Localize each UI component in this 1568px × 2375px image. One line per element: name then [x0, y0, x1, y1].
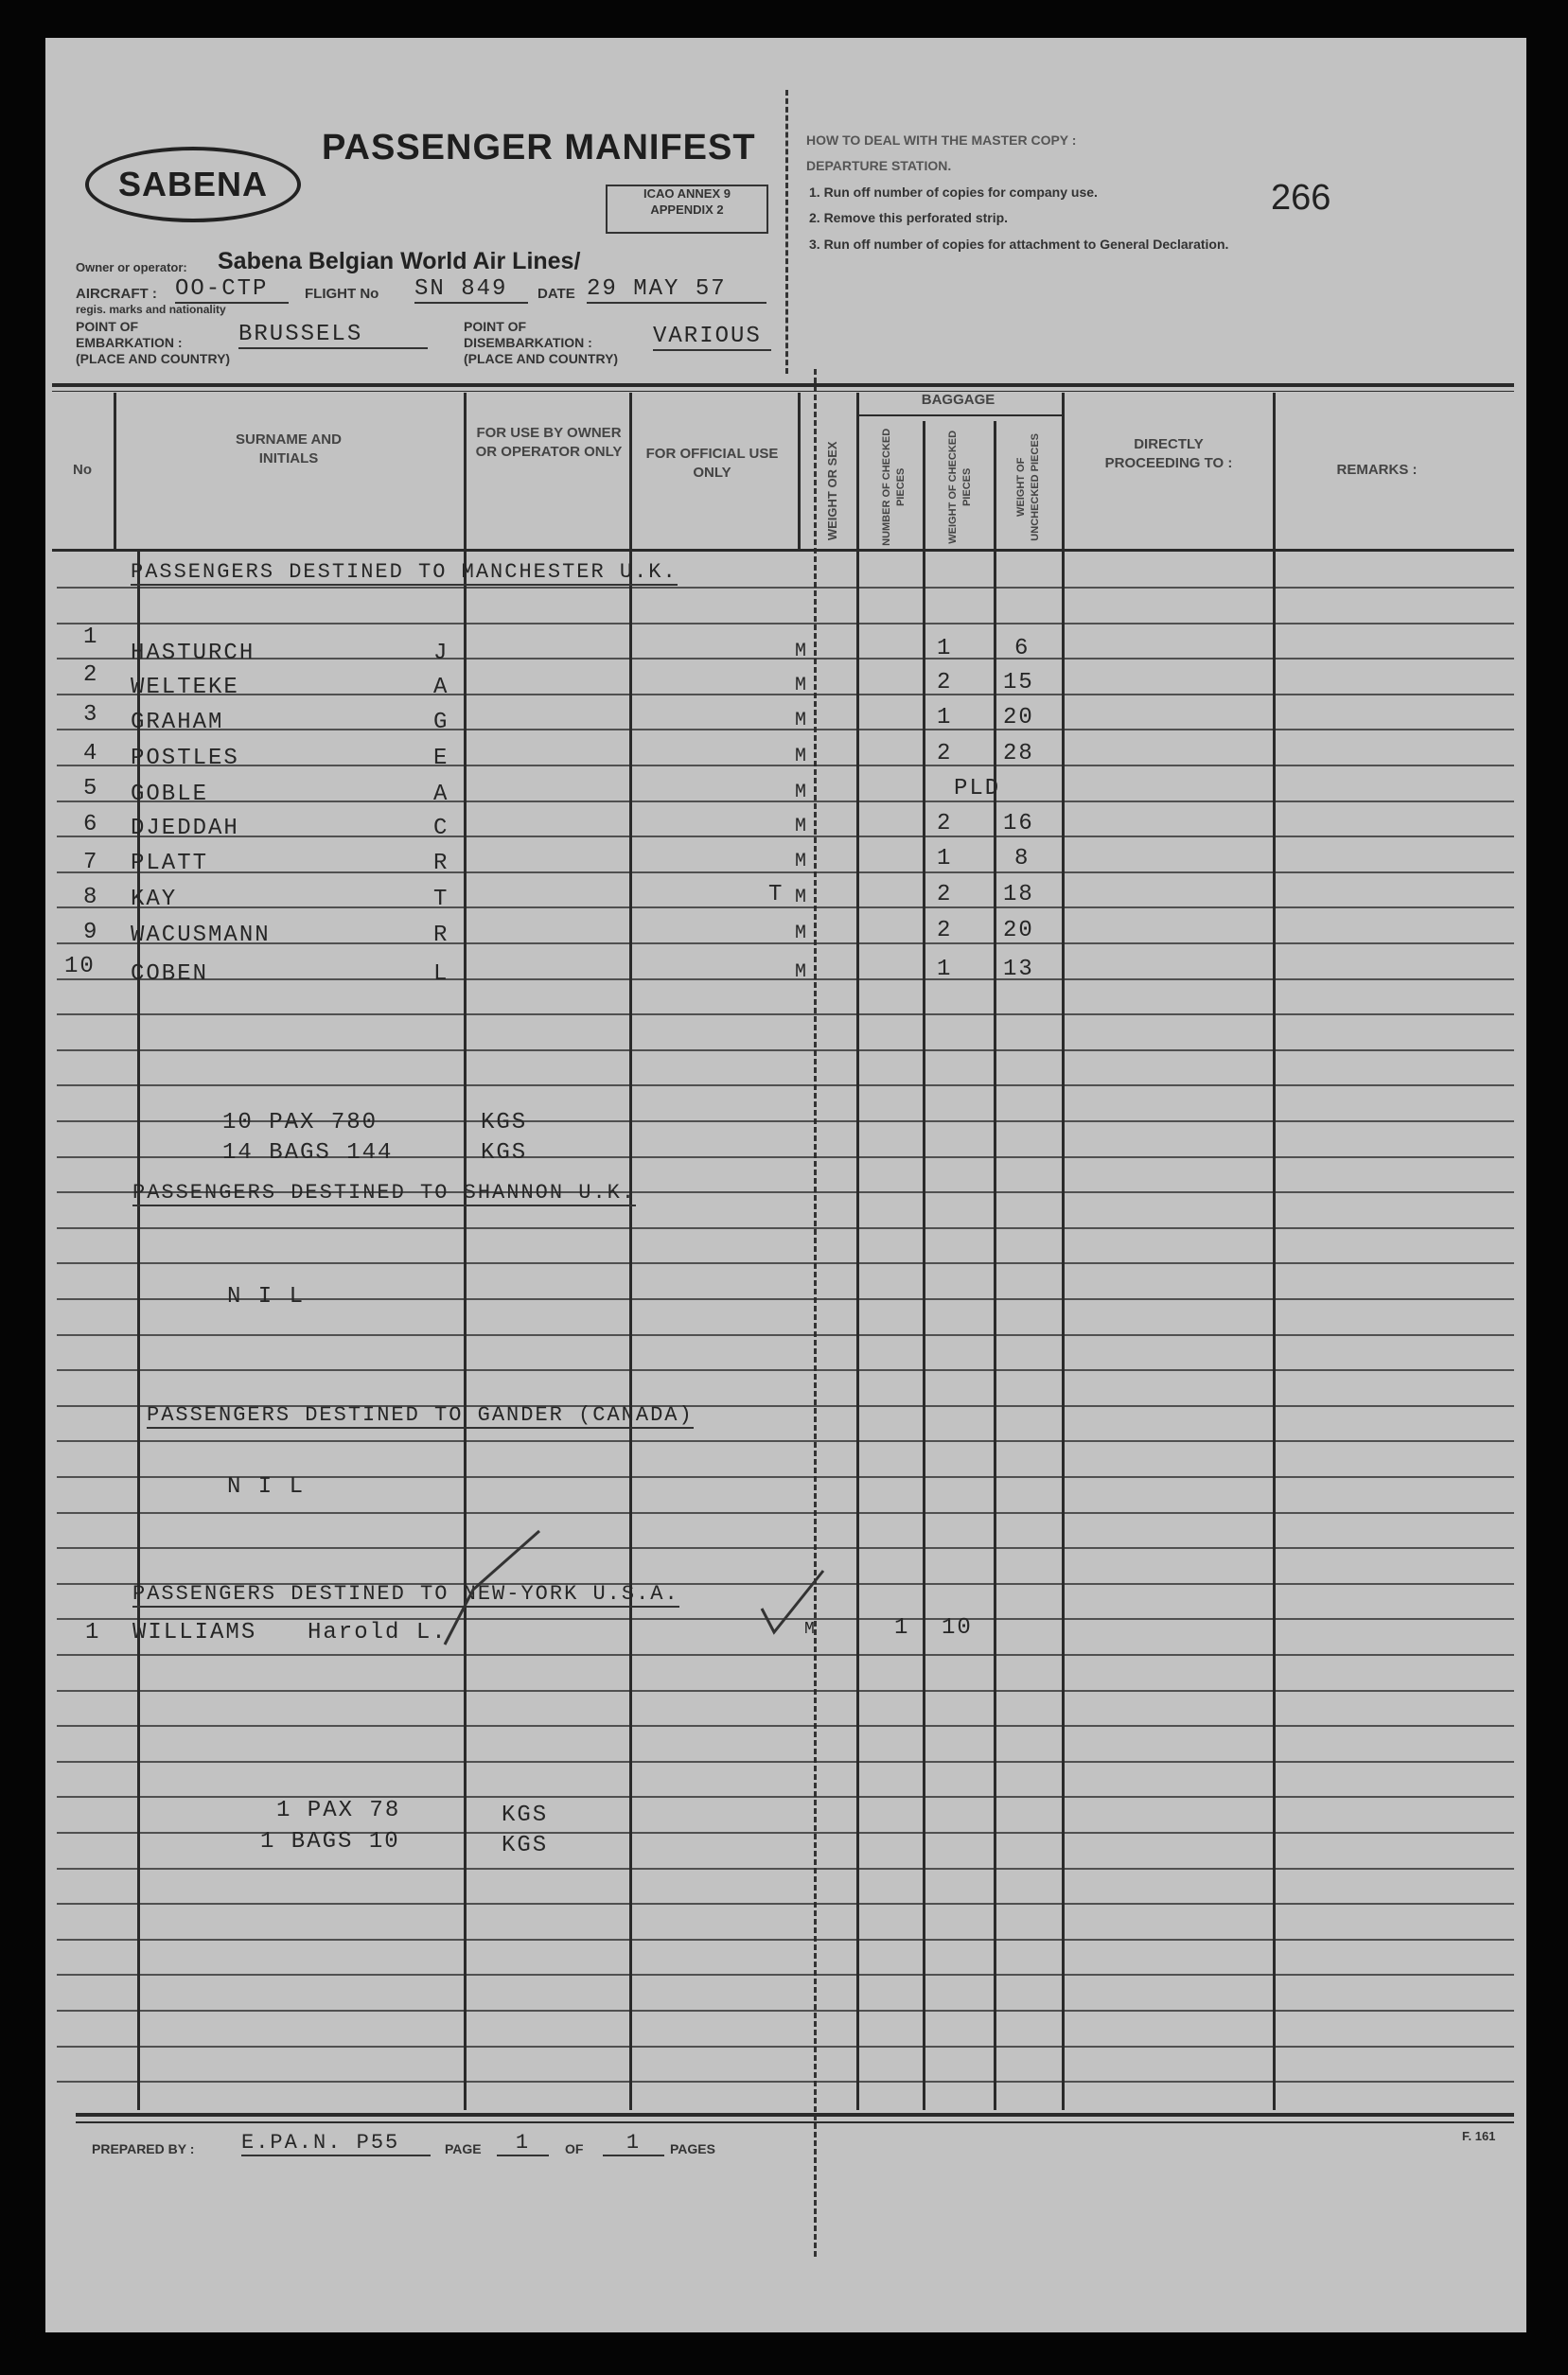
disembark-label-1: POINT OF: [464, 319, 527, 334]
col-weight-checked: WEIGHT OF CHECKED PIECES: [947, 430, 973, 544]
col-directly: DIRECTLY PROCEEDING TO :: [1104, 436, 1233, 472]
ruled-line: [57, 1227, 1514, 1229]
ruled-line: [57, 1013, 1514, 1015]
owner-value: Sabena Belgian World Air Lines/: [218, 248, 581, 274]
row-surname: HASTURCH: [131, 641, 255, 666]
row-pieces: 1: [894, 1615, 910, 1641]
col-line-directly: [1273, 393, 1276, 2110]
ruled-line: [57, 978, 1514, 980]
row-pieces: 2: [937, 811, 953, 836]
ruled-line: [57, 2046, 1514, 2048]
row-no: 9: [83, 920, 99, 945]
col-surname: SURNAME AND INITIALS: [236, 431, 342, 467]
row-pieces: 1: [937, 957, 953, 982]
row-surname: WELTEKE: [131, 675, 239, 700]
handwritten-check-mark: [435, 1523, 549, 1656]
row-sex: M: [795, 923, 809, 944]
official-use-mark: T: [768, 882, 784, 907]
row-no: 10: [64, 954, 96, 979]
row-pieces: 1: [937, 705, 953, 730]
instructions-line-3: 1. Run off number of copies for company use.: [809, 185, 1098, 200]
row-no: 6: [83, 812, 99, 837]
embark-sub: (PLACE AND COUNTRY): [76, 351, 231, 366]
icao-stamp: [606, 185, 768, 234]
check-mark-icon: [757, 1566, 833, 1642]
ruled-line: [57, 694, 1514, 695]
row-no: 4: [83, 741, 99, 766]
ruled-line: [57, 1512, 1514, 1514]
row-pieces: 2: [937, 882, 953, 907]
embark-label-1: POINT OF: [76, 319, 139, 334]
flight-label: FLIGHT No: [305, 286, 379, 302]
ruled-line: [57, 2081, 1514, 2083]
ruled-line: [57, 942, 1514, 944]
row-sex: M: [795, 851, 809, 872]
col-line-unchecked: [1062, 393, 1065, 2110]
row-surname: GRAHAM: [131, 710, 224, 735]
ruled-line: [57, 729, 1514, 730]
ruled-line: [57, 1725, 1514, 1727]
ruled-line: [57, 836, 1514, 837]
aircraft-sub: regis. marks and nationality: [76, 303, 226, 316]
ruled-line: [57, 1440, 1514, 1442]
row-initial: A: [433, 782, 449, 807]
ruled-line: [57, 1690, 1514, 1692]
newyork-total-pax-unit: KGS: [502, 1803, 549, 1828]
header-rule-top: [52, 383, 1514, 387]
ruled-line: [57, 1868, 1514, 1870]
section-heading-gander: PASSENGERS DESTINED TO GANDER (CANADA): [147, 1403, 694, 1427]
row-initial: T: [433, 887, 449, 912]
row-weight: 16: [1003, 811, 1034, 836]
footer-rule: [76, 2113, 1514, 2117]
date-label: DATE: [537, 286, 575, 302]
ruled-line: [57, 1939, 1514, 1941]
row-weight: 13: [1003, 957, 1034, 982]
row-initial: G: [433, 710, 449, 735]
ruled-line: [57, 623, 1514, 625]
col-line-weight-checked: [994, 421, 996, 2110]
ruled-line: [57, 1903, 1514, 1905]
row-initial: E: [433, 746, 449, 771]
footer-rule-thin: [76, 2121, 1514, 2123]
row-initial: J: [433, 641, 449, 666]
row-no: 7: [83, 850, 99, 875]
row-initial: R: [433, 923, 449, 948]
row-weight: 15: [1003, 670, 1034, 695]
row-no: 1: [85, 1620, 101, 1645]
disembark-label-2: DISEMBARKATION :: [464, 335, 592, 350]
manchester-total-bags: 14 BAGS 144: [222, 1140, 394, 1166]
row-weight: 18: [1003, 882, 1034, 907]
row-pieces: PLD: [954, 776, 1001, 801]
ruled-line: [57, 1547, 1514, 1549]
row-weight: 20: [1003, 705, 1034, 730]
section-heading-shannon: PASSENGERS DESTINED TO SHANNON U.K.: [132, 1181, 637, 1205]
row-sex: M: [795, 710, 809, 731]
col-owner-use: FOR USE BY OWNER OR OPERATOR ONLY: [475, 425, 623, 461]
page-label: PAGE: [445, 2141, 482, 2156]
row-initial: A: [433, 675, 449, 700]
row-sex: M: [795, 675, 809, 696]
prepared-label: PREPARED BY :: [92, 2141, 195, 2156]
ruled-line: [57, 765, 1514, 766]
row-no: 3: [83, 702, 99, 728]
col-official-use: FOR OFFICIAL USE ONLY: [645, 446, 779, 482]
instructions-line-1: HOW TO DEAL WITH THE MASTER COPY :: [806, 132, 1077, 148]
pages-label: PAGES: [670, 2141, 715, 2156]
row-initial: Harold L.: [308, 1620, 448, 1645]
shannon-nil: N I L: [227, 1284, 306, 1310]
row-weight: 10: [942, 1615, 973, 1641]
ruled-line: [57, 2010, 1514, 2012]
section-heading-newyork: PASSENGERS DESTINED TO NEW-YORK U.S.A.: [132, 1582, 679, 1606]
col-remarks: REMARKS :: [1336, 462, 1418, 478]
row-initial: R: [433, 851, 449, 876]
row-surname: WACUSMANN: [131, 923, 271, 948]
newyork-total-bags: 1 BAGS 10: [260, 1829, 400, 1855]
row-sex: M: [804, 1620, 817, 1639]
manchester-total-pax-unit: KGS: [481, 1110, 528, 1135]
newyork-total-bags-unit: KGS: [502, 1833, 549, 1858]
row-initial: C: [433, 816, 449, 841]
stamp-line-2: APPENDIX 2: [650, 202, 724, 217]
col-line-surname: [464, 393, 467, 2110]
embark-label-2: EMBARKATION :: [76, 335, 183, 350]
row-surname: KAY: [131, 887, 178, 912]
row-sex: M: [795, 641, 809, 662]
col-weight-sex: WEIGHT OR SEX: [825, 441, 840, 541]
sabena-logo: SABENA: [85, 147, 301, 222]
row-weight: 8: [1014, 846, 1031, 871]
header-rule-bottom: [52, 549, 1514, 552]
of-label: OF: [565, 2141, 584, 2156]
prepared-value: E.PA.N. P55: [241, 2131, 431, 2156]
flight-value: SN 849: [414, 276, 528, 304]
col-line-official: [798, 393, 801, 549]
row-surname: GOBLE: [131, 782, 209, 807]
aircraft-value: OO-CTP: [175, 276, 289, 304]
col-line-owner: [629, 393, 632, 2110]
ruled-line: [57, 658, 1514, 660]
row-surname: DJEDDAH: [131, 816, 239, 841]
row-surname: COBEN: [131, 961, 209, 987]
row-sex: M: [795, 816, 809, 837]
disembark-value: VARIOUS: [653, 324, 771, 351]
instructions-line-4: 2. Remove this perforated strip.: [809, 210, 1009, 225]
ruled-line: [57, 1334, 1514, 1336]
col-line-weight: [856, 393, 859, 2110]
row-sex: M: [795, 961, 809, 983]
row-pieces: 2: [937, 741, 953, 766]
row-no: 8: [83, 885, 99, 910]
gander-nil: N I L: [227, 1474, 306, 1500]
ruled-line: [57, 1369, 1514, 1371]
col-weight-unchecked: WEIGHT OF UNCHECKED PIECES: [1015, 433, 1041, 541]
col-line-no-header: [114, 393, 116, 549]
ruled-line: [57, 587, 1514, 589]
row-no: 1: [83, 625, 99, 650]
row-weight: 28: [1003, 741, 1034, 766]
instructions-line-5: 3. Run off number of copies for attachment to General Declaration.: [809, 237, 1229, 252]
ruled-line: [57, 1974, 1514, 1976]
row-sex: M: [795, 782, 809, 803]
ruled-line: [57, 1084, 1514, 1086]
row-pieces: 1: [937, 846, 953, 871]
col-no: No: [73, 462, 92, 478]
ruled-line: [57, 1654, 1514, 1656]
ruled-line: [57, 1761, 1514, 1763]
ruled-line: [57, 906, 1514, 908]
col-line-num-checked: [923, 421, 925, 2110]
col-num-checked: NUMBER OF CHECKED PIECES: [881, 428, 907, 546]
disembark-sub: (PLACE AND COUNTRY): [464, 351, 619, 366]
ruled-line: [57, 1796, 1514, 1798]
row-sex: M: [795, 746, 809, 767]
baggage-rule: [856, 414, 1063, 416]
date-value: 29 MAY 57: [587, 276, 766, 304]
row-weight: 6: [1014, 636, 1031, 661]
row-initial: L: [433, 961, 449, 987]
row-no: 2: [83, 662, 99, 688]
row-pieces: 1: [937, 636, 953, 661]
page-title: PASSENGER MANIFEST: [322, 128, 756, 167]
ruled-line: [57, 800, 1514, 802]
form-code: F. 161: [1462, 2129, 1496, 2143]
manchester-total-pax: 10 PAX 780: [222, 1110, 379, 1135]
header-rule-top-thin: [52, 391, 1514, 392]
aircraft-label: AIRCRAFT :: [76, 286, 157, 302]
instructions-line-2: DEPARTURE STATION.: [806, 158, 952, 173]
ruled-line: [57, 1049, 1514, 1051]
ruled-line: [57, 871, 1514, 873]
owner-label: Owner or operator:: [76, 260, 187, 274]
row-no: 5: [83, 776, 99, 801]
row-pieces: 2: [937, 670, 953, 695]
row-surname: POSTLES: [131, 746, 239, 771]
row-sex: M: [795, 887, 809, 908]
manchester-total-bags-unit: KGS: [481, 1140, 528, 1166]
ruled-line: [57, 1262, 1514, 1264]
stamp-line-1: ICAO ANNEX 9: [643, 186, 731, 201]
section-heading-manchester: PASSENGERS DESTINED TO MANCHESTER U.K.: [131, 560, 678, 584]
row-weight: 20: [1003, 918, 1034, 943]
document-number: 266: [1271, 178, 1331, 218]
row-pieces: 2: [937, 918, 953, 943]
perforation-line-top: [785, 90, 788, 374]
col-baggage: BAGGAGE: [921, 392, 995, 408]
of-value: 1: [603, 2131, 664, 2156]
embark-value: BRUSSELS: [238, 322, 428, 349]
row-surname: PLATT: [131, 851, 209, 876]
newyork-total-pax: 1 PAX 78: [276, 1798, 401, 1823]
page-value: 1: [497, 2131, 549, 2156]
row-surname: WILLIAMS: [132, 1620, 257, 1645]
